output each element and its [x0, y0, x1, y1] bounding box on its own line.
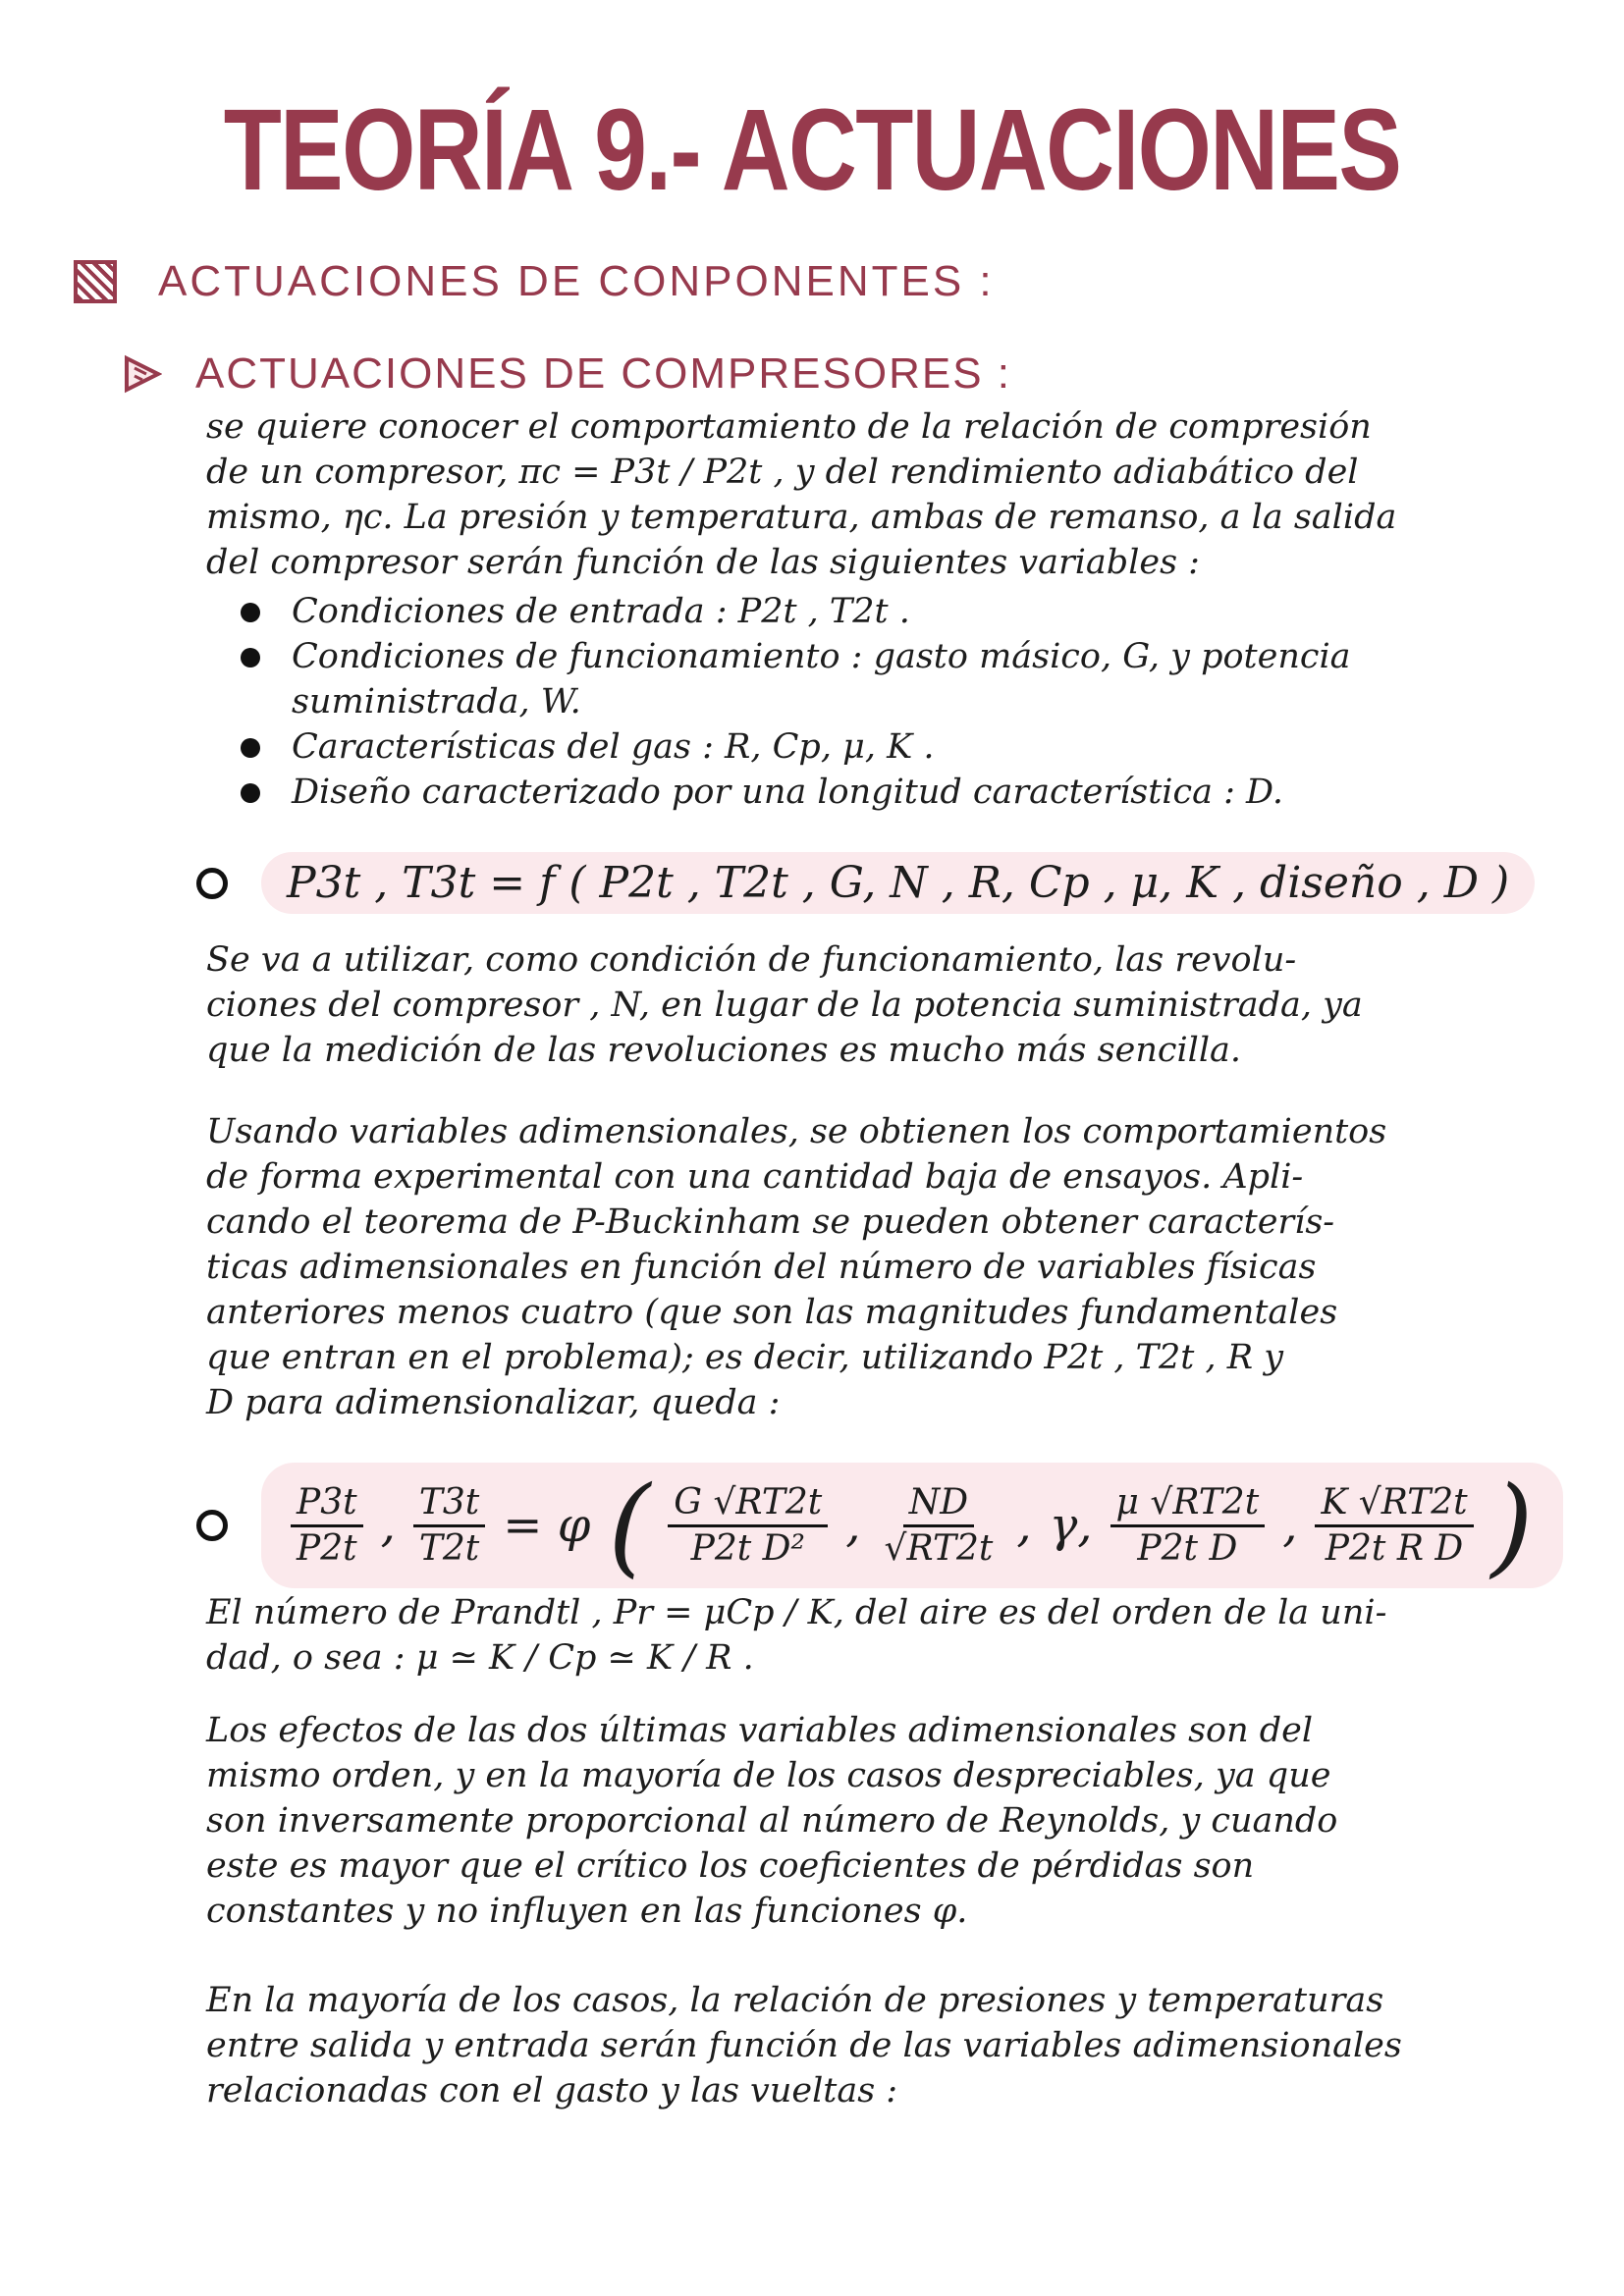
triangle-arrow-icon: [123, 354, 162, 394]
circle-bullet-icon: [196, 868, 228, 899]
text-line: entre salida y entrada serán función de las variables adimensionales: [206, 2026, 1402, 2065]
list-item: Condiciones de entrada : P2t , T2t .: [241, 589, 1605, 634]
page-title: TEORÍA 9.- ACTUACIONES: [223, 85, 1401, 215]
section-heading-componentes: [74, 257, 995, 306]
text-line: que entran en el problema); es decir, utilizando P2t , T2t , R y: [206, 1338, 1283, 1377]
text-line: se quiere conocer el comportamiento de la relación de compresión: [206, 407, 1372, 447]
fraction-conductivity: [1315, 1481, 1473, 1571]
paragraph-adimensionales: [206, 1109, 1600, 1425]
paragraph-revoluciones: [206, 937, 1600, 1073]
intro-paragraph: [206, 404, 1600, 585]
fraction-temperature-ratio: [413, 1481, 485, 1571]
text-line: cando el teorema de P-Buckinham se pueden obtener caracterís-: [206, 1202, 1335, 1242]
denominator: P2t D: [1137, 1527, 1238, 1569]
subsection-heading-compresores: [123, 349, 1011, 399]
fraction-viscosity: [1110, 1481, 1266, 1571]
text-line: constantes y no influyen en las funciones φ.: [206, 1892, 968, 1931]
text-line: este es mayor que el crítico los coeficientes de pérdidas son: [206, 1846, 1255, 1886]
hatched-square-icon: [74, 260, 117, 303]
text-line: dad, o sea : μ ≃ K / Cp ≃ K / R .: [206, 1638, 754, 1678]
list-item: Diseño caracterizado por una longitud característica : D.: [241, 770, 1605, 815]
text-line: mismo orden, y en la mayoría de los casos despreciables, ya que: [206, 1756, 1331, 1795]
text-line: Los efectos de las dos últimas variables adimensionales son del: [206, 1711, 1314, 1750]
numerator: μ √RT2t: [1110, 1481, 1266, 1527]
text-line: D para adimensionalizar, queda :: [206, 1383, 781, 1422]
denominator: P2t R D: [1325, 1527, 1464, 1569]
numerator: T3t: [413, 1481, 485, 1527]
list-item: Condiciones de funcionamiento : gasto másico, G, y potencia suministrada, W.: [241, 634, 1568, 724]
section-heading-label: ACTUACIONES DE CONPONENTES :: [158, 257, 995, 305]
variables-list: [241, 589, 1605, 815]
fraction-mass-flow: [668, 1481, 828, 1571]
text-line: mismo, ηc. La presión y temperatura, ambas de remanso, a la salida: [206, 498, 1397, 537]
text-line: de forma experimental con una cantidad baja de ensayos. Apli-: [206, 1157, 1304, 1197]
numerator: ND: [903, 1481, 974, 1527]
formula-dimensionless: [196, 1463, 1563, 1588]
text-line: En la mayoría de los casos, la relación de presiones y temperaturas: [206, 1981, 1384, 2020]
comma-separator: ,: [1282, 1498, 1298, 1553]
formula-text: P3t , T3t = f ( P2t , T2t , G, N , R, Cp , μ, K , diseño , D ): [261, 852, 1535, 914]
text-line: de un compresor, πc = P3t / P2t , y del rendimiento adiabático del: [206, 453, 1359, 492]
gamma-term: γ,: [1049, 1498, 1093, 1553]
numerator: G √RT2t: [668, 1481, 828, 1527]
numerator: P3t: [291, 1481, 363, 1527]
comma-separator: ,: [845, 1498, 861, 1553]
subsection-heading-label: ACTUACIONES DE COMPRESORES :: [195, 349, 1012, 398]
text-line: del compresor serán función de las siguientes variables :: [206, 543, 1200, 582]
text-line: anteriores menos cuatro (que son las magnitudes fundamentales: [206, 1293, 1338, 1332]
fraction-pressure-ratio: [291, 1481, 363, 1571]
fraction-speed: [879, 1481, 1000, 1571]
list-item: Características del gas : R, Cp, μ, K .: [241, 724, 1605, 770]
paragraph-prandtl: [206, 1590, 1600, 1681]
text-line: relacionadas con el gasto y las vueltas :: [206, 2071, 898, 2110]
text-line: ticas adimensionales en función del número de variables físicas: [206, 1248, 1317, 1287]
close-paren: ): [1490, 1463, 1534, 1588]
denominator: P2t D²: [690, 1527, 805, 1569]
text-line: son inversamente proporcional al número de Reynolds, y cuando: [206, 1801, 1338, 1841]
text-line: Se va a utilizar, como condición de funcionamiento, las revolu-: [206, 940, 1297, 980]
comma-separator: ,: [380, 1498, 396, 1553]
text-line: ciones del compresor , N, en lugar de la potencia suministrada, ya: [206, 986, 1363, 1025]
equals-phi: = φ: [503, 1498, 591, 1553]
denominator: T2t: [418, 1527, 480, 1569]
text-line: que la medición de las revoluciones es mucho más sencilla.: [206, 1031, 1242, 1070]
open-paren: (: [608, 1463, 651, 1588]
comma-separator: ,: [1016, 1498, 1032, 1553]
denominator: √RT2t: [884, 1527, 994, 1569]
paragraph-efectos: [206, 1708, 1600, 1934]
text-line: Usando variables adimensionales, se obtienen los comportamientos: [206, 1112, 1387, 1151]
denominator: P2t: [297, 1527, 357, 1569]
paragraph-conclusion: [206, 1978, 1600, 2113]
circle-bullet-icon: [196, 1510, 228, 1541]
formula-box: [261, 1463, 1563, 1588]
formula-functional-relation: [196, 852, 1535, 914]
numerator: K √RT2t: [1315, 1481, 1473, 1527]
text-line: El número de Prandtl , Pr = μCp / K, del aire es del orden de la uni-: [206, 1593, 1387, 1632]
